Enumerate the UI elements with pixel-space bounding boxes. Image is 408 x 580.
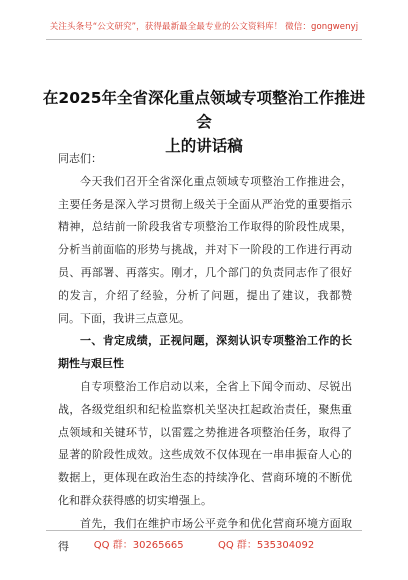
footer-divider [46, 530, 362, 531]
document-body [58, 148, 352, 558]
paragraph-1: 今天我们召开全省深化重点领域专项整治工作推进会，主要任务是深入学习贯彻上级关于全面从严治党的重要指示精神，总结前一阶段我省专项整治工作取得的阶段性成果，分析当前面临的形势与挑战，并对下一阶段的工作进行再动员、再部署、再落实。刚才，几个部门的负责同志作了很好的发言，介绍了经验，分析了问题，提出了建议，我都赞同。下面，我讲三点意见。 [58, 174, 352, 325]
salutation: 同志们： [58, 152, 102, 165]
paragraph-2: 自专项整治工作启动以来，全省上下闻令而动、尽锐出战，各级党组织和纪检监察机关坚决扛起政治责任，聚焦重点领域和关键环节，以雷霆之势推进各项整治任务，取得了显著的阶段性成效。这些成效不仅体现在一串串振奋人心的数据上，更体现在政治生态的持续净化、营商环境的不断优化和群众获得感的切实增强上。 [58, 379, 352, 507]
title-line-1: 在2025年全省深化重点领域专项整治工作推进会 [42, 89, 366, 131]
header-divider [46, 39, 362, 40]
footer-qq-group-1: QQ 群：30265665 [93, 540, 184, 551]
paragraph-3: 首先，我们在维护市场公平竞争和优化营商环境方面取得 [58, 516, 352, 553]
header-banner: 关注头条号“公文研究”，获得最新最全最专业的公文资料库！ 微信：gongwenyj [49, 22, 359, 32]
title-line-2: 上的讲话稿 [165, 137, 243, 155]
footer [0, 536, 408, 551]
section-heading-1: 一、肯定成绩，正视问题，深刻认识专项整治工作的长期性与艰巨性 [58, 334, 352, 371]
footer-qq-group-2: QQ 群：535304092 [218, 540, 315, 551]
